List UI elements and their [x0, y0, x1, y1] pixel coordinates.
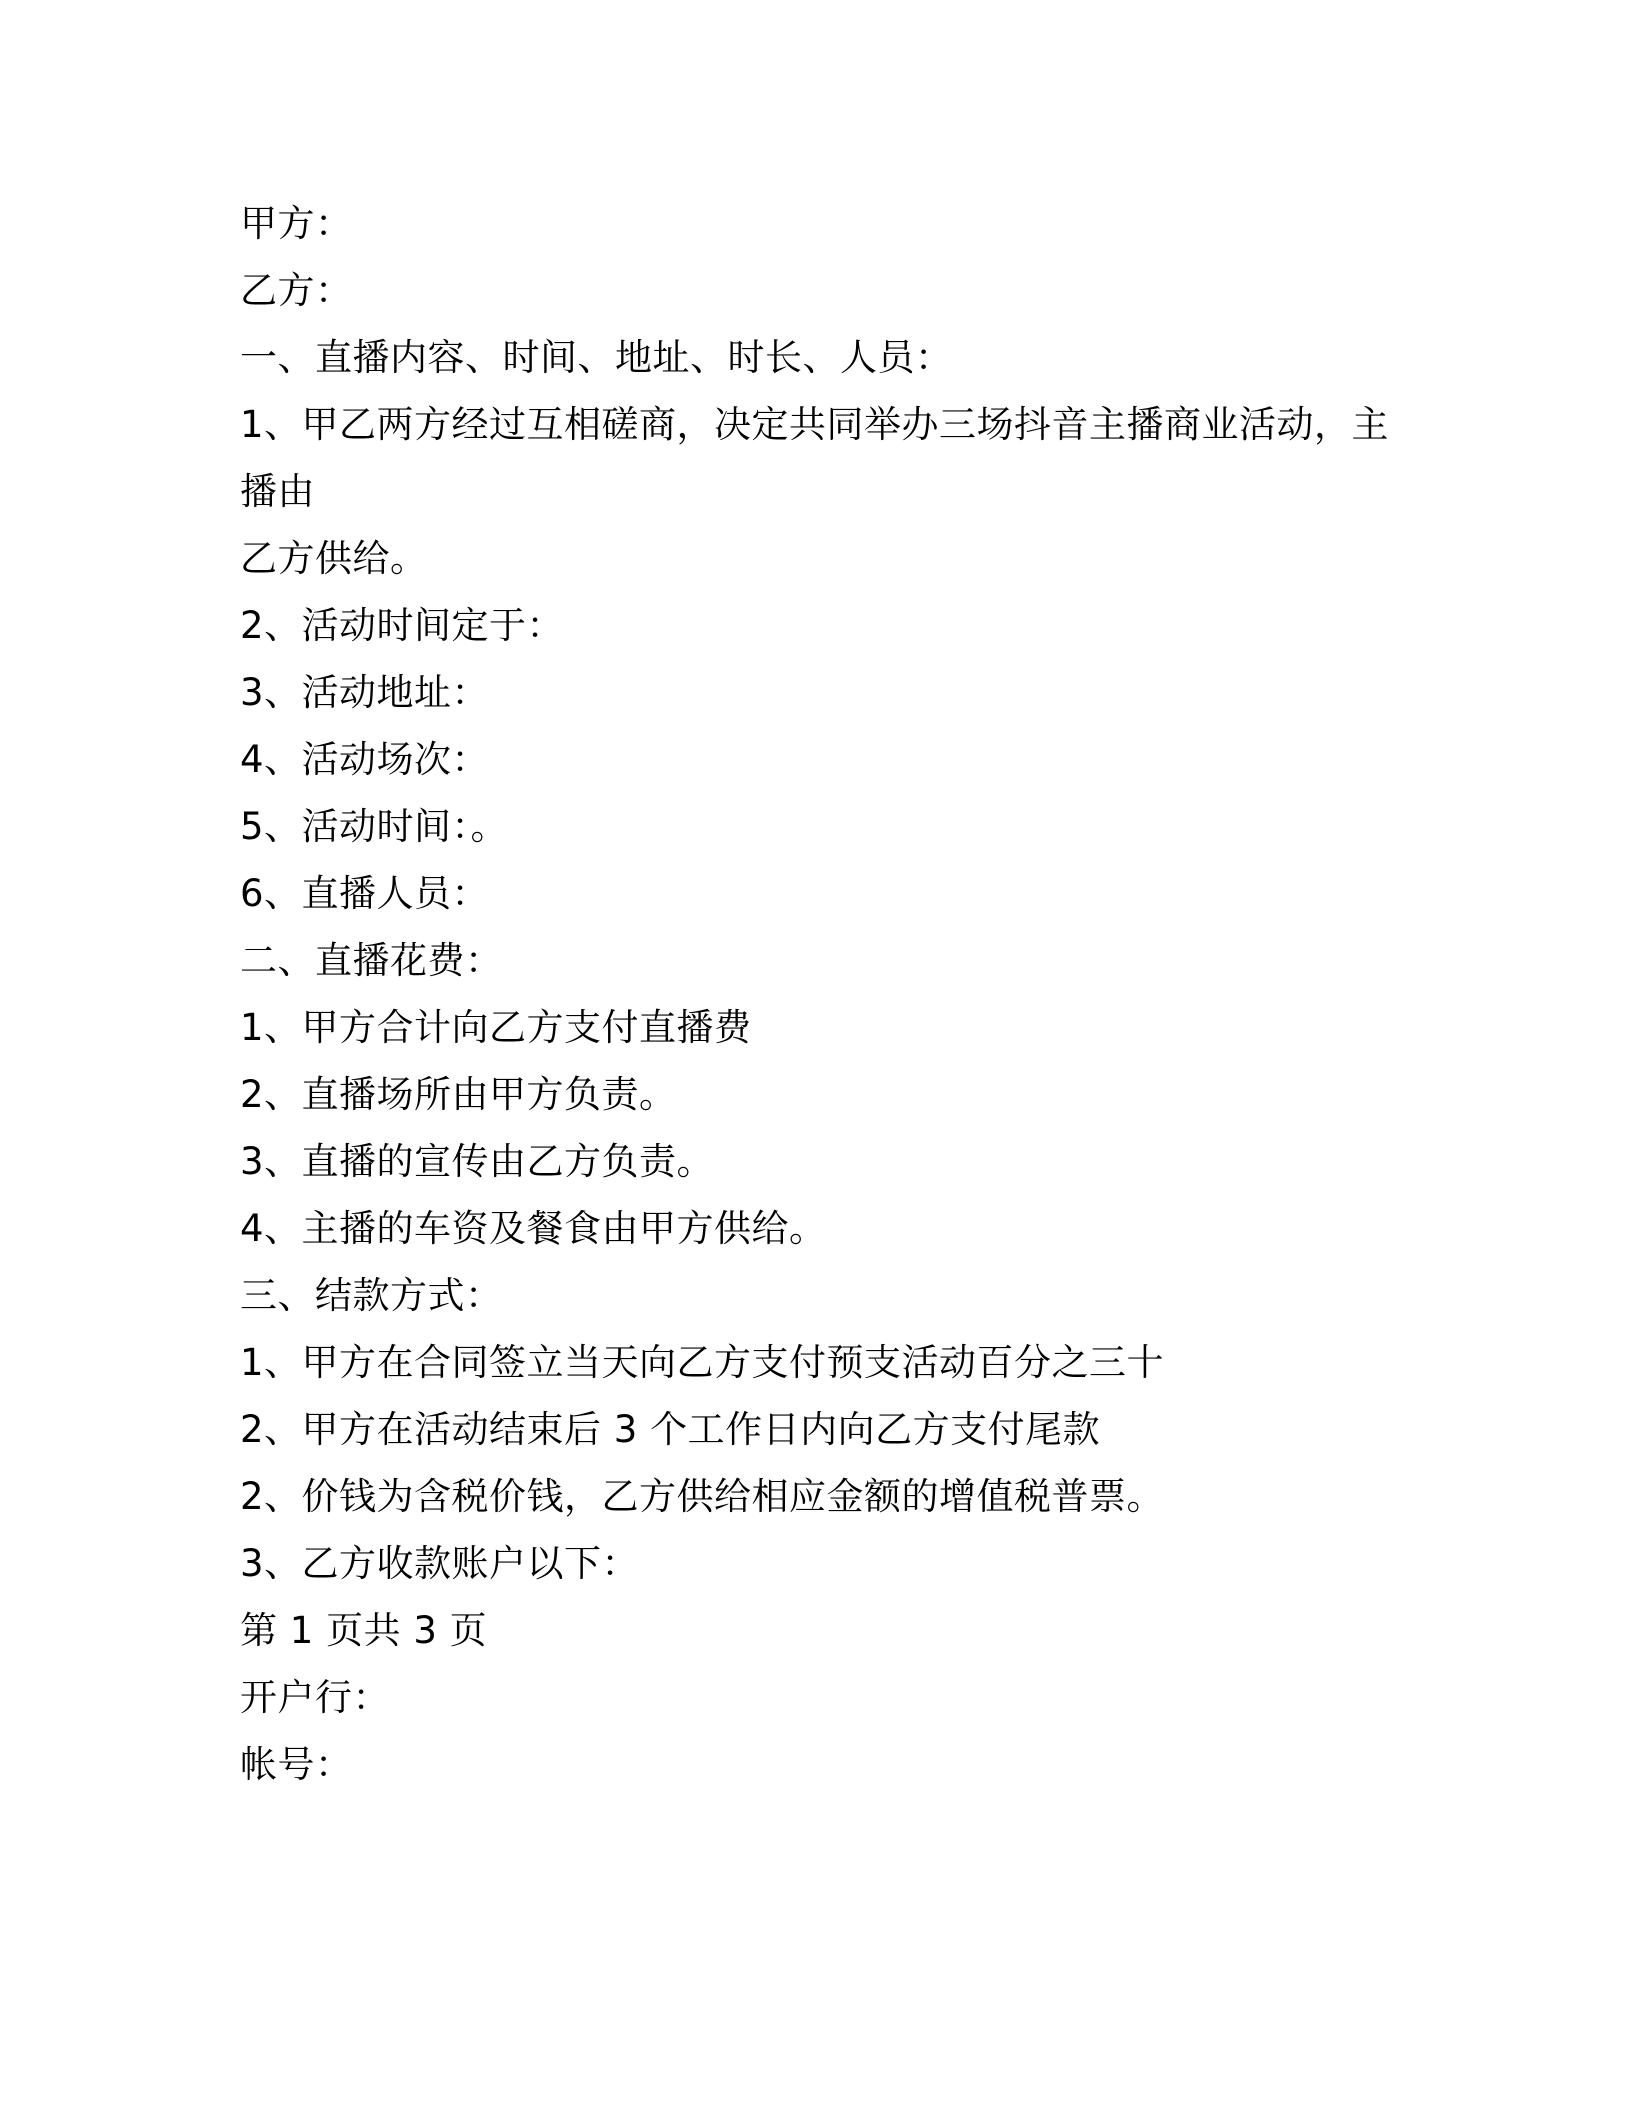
clause-1-1-line-b: 播由	[240, 470, 315, 513]
party-b-line: 乙方：	[240, 269, 353, 312]
section-2-heading: 二、直播花费：	[240, 939, 503, 982]
clause-3-3: 3、乙方收款账户以下：	[240, 1542, 640, 1585]
page-number: 第 1 页共 3 页	[240, 1609, 488, 1652]
clause-3-2: 2、甲方在活动结束后 3 个工作日内向乙方支付尾款	[240, 1408, 1101, 1451]
clause-3-2-dup: 2、价钱为含税价钱，乙方供给相应金额的增值税普票。	[240, 1475, 1165, 1518]
section-3-heading: 三、结款方式：	[240, 1274, 503, 1317]
clause-3-1: 1、甲方在合同签立当天向乙方支付预支活动百分之三十	[240, 1341, 1165, 1384]
clause-2-2: 2、直播场所由甲方负责。	[240, 1073, 677, 1116]
clause-2-1: 1、甲方合计向乙方支付直播费	[240, 1006, 752, 1049]
party-a-line: 甲方：	[240, 202, 353, 245]
clause-1-1-line-a: 1、甲乙两方经过互相磋商，决定共同举办三场抖音主播商业活动，主	[240, 403, 1390, 446]
contract-body	[240, 190, 1400, 1798]
section-1-heading: 一、直播内容、时间、地址、时长、人员：	[240, 336, 953, 379]
clause-2-4: 4、主播的车资及餐食由甲方供给。	[240, 1207, 827, 1250]
clause-1-4: 4、活动场次：	[240, 738, 490, 781]
clause-1-6: 6、直播人员：	[240, 872, 490, 915]
clause-1-3: 3、活动地址：	[240, 671, 490, 714]
clause-2-3: 3、直播的宣传由乙方负责。	[240, 1140, 715, 1183]
clause-1-1-line-c: 乙方供给。	[240, 537, 428, 580]
account-number-line: 帐号：	[240, 1743, 353, 1786]
clause-1-2: 2、活动时间定于：	[240, 604, 565, 647]
clause-1-5: 5、活动时间：。	[240, 805, 509, 848]
bank-name-line: 开户行：	[240, 1676, 390, 1719]
